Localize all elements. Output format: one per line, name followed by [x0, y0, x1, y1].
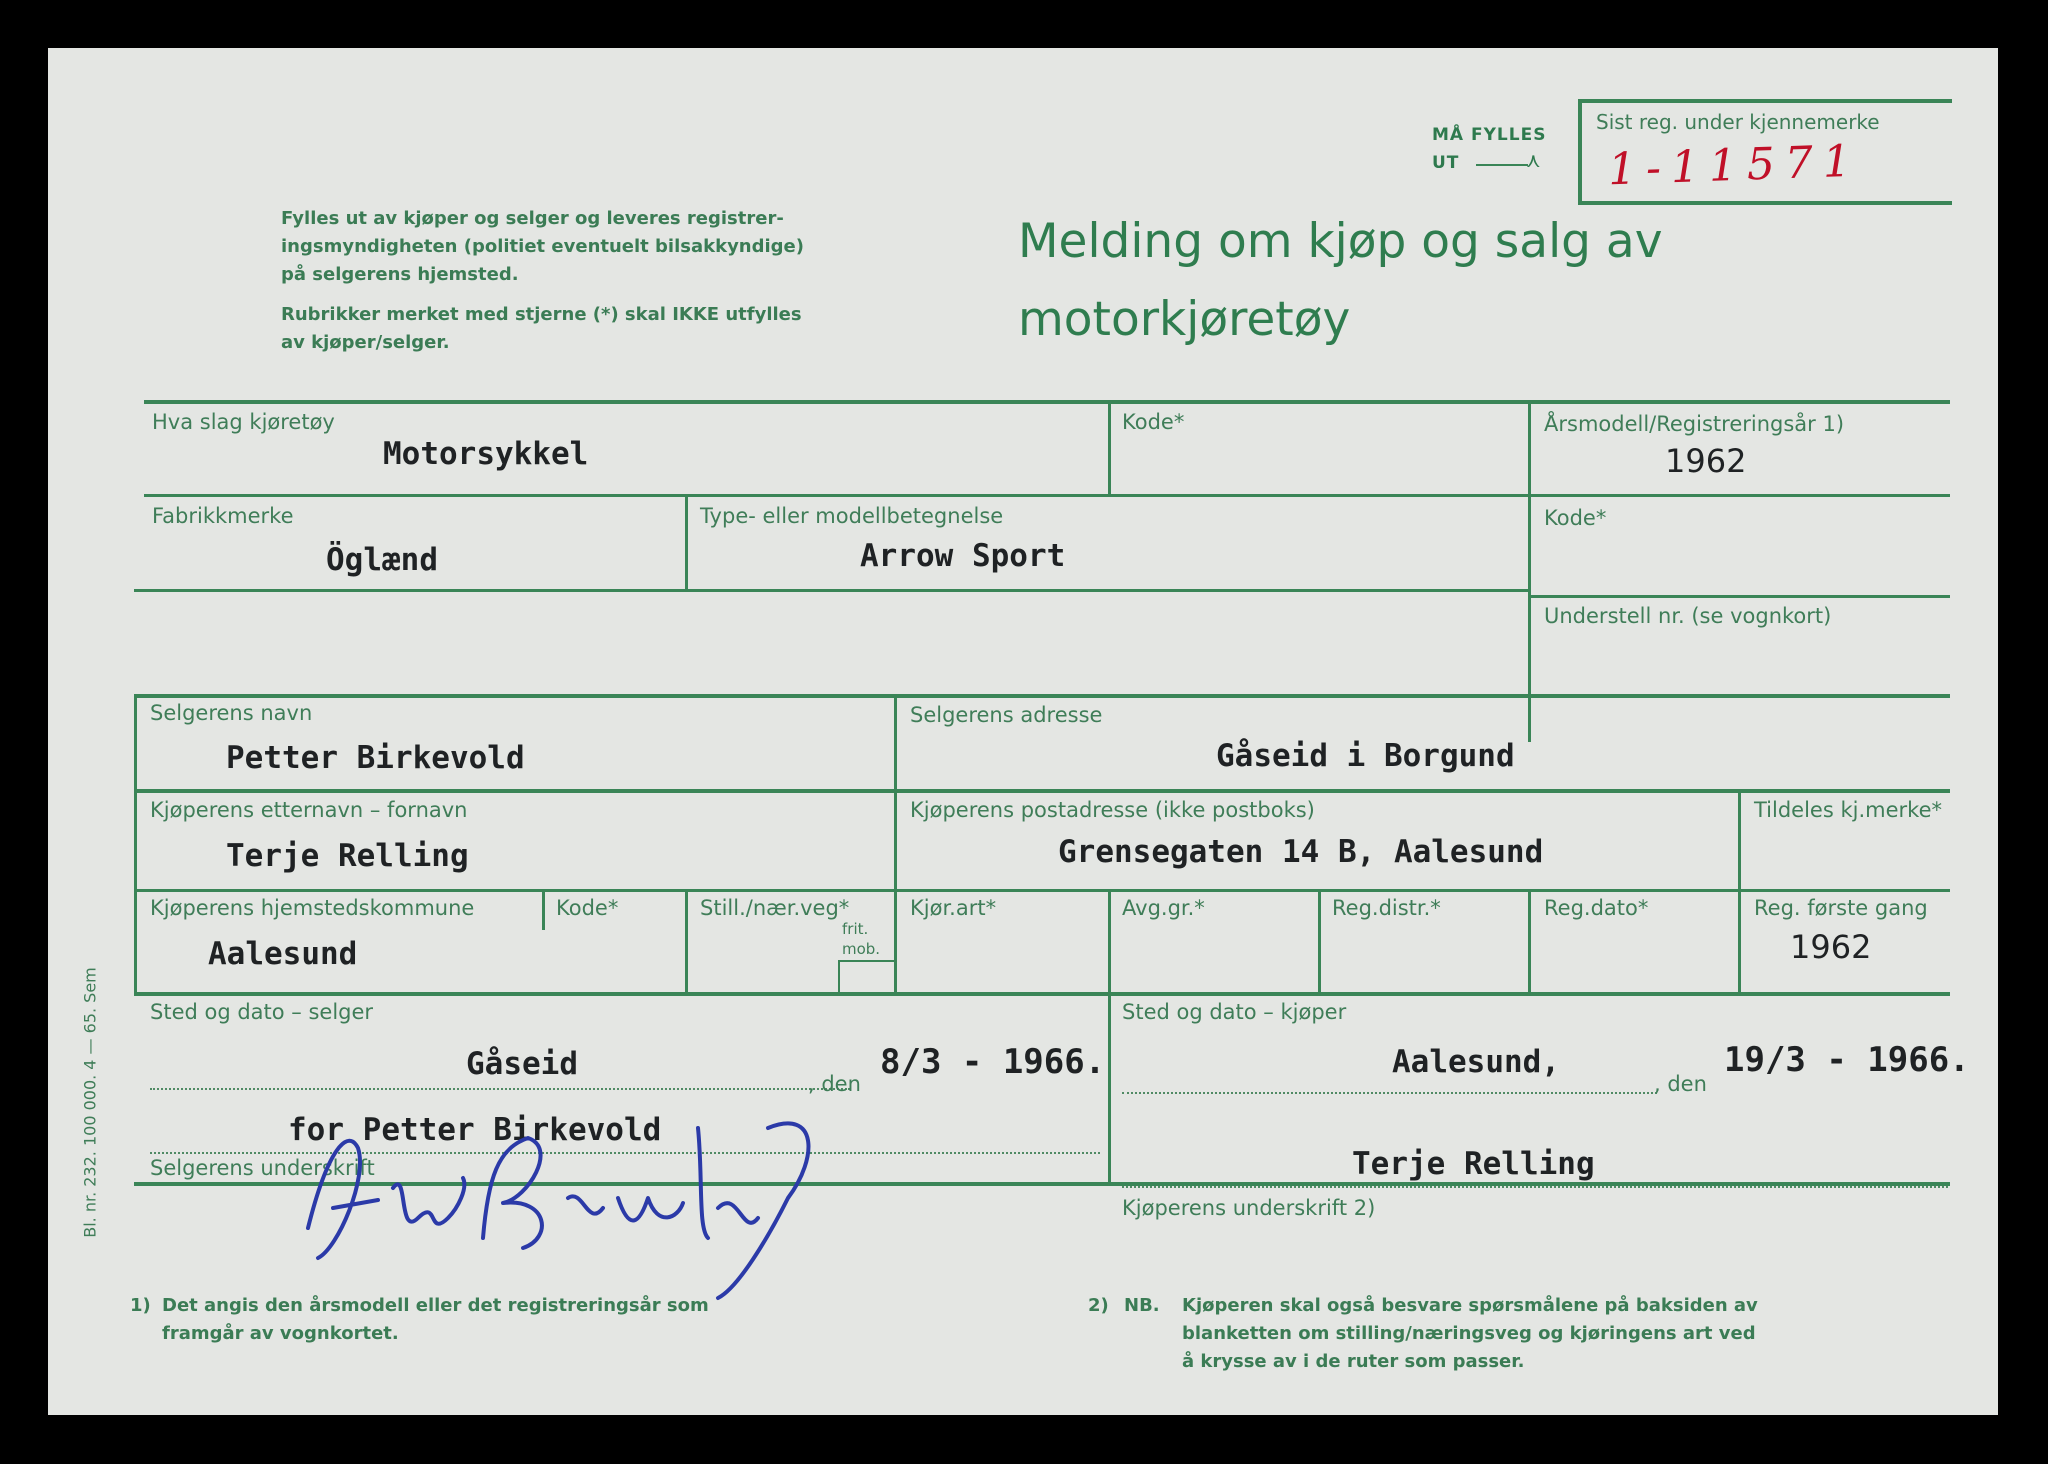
footnote-line: framgår av vognkortet.	[162, 1323, 399, 1344]
buyer-place-label: Sted og dato – kjøper	[1122, 1000, 1347, 1024]
form-number-side: Bl. nr. 232. 100 000. 4 — 65. Sem	[80, 967, 100, 1238]
footnote-line: blanketten om stilling/næringsveg og kjøringens art ved	[1182, 1323, 1756, 1344]
buyer-sig-dots	[1122, 1186, 1948, 1188]
footnote-1	[162, 1292, 709, 1348]
footnote-1-number: 1)	[130, 1295, 151, 1316]
mob-label: mob.	[842, 940, 881, 958]
regdato-label: Reg.dato*	[1544, 896, 1649, 920]
seller-place-label: Sted og dato – selger	[150, 1000, 374, 1024]
divider	[685, 892, 688, 994]
seller-signature	[298, 1088, 858, 1308]
ut-arrow-icon: ⋏	[1526, 148, 1541, 172]
rule	[134, 889, 1950, 892]
instructions-line: ingsmyndigheten (politiet eventuelt bilsakkyndige)	[281, 236, 804, 257]
seller-sig-label: Selgerens underskrift	[150, 1156, 375, 1180]
seller-address-value: Gåseid i Borgund	[1216, 738, 1515, 774]
chassis-label: Understell nr. (se vognkort)	[1544, 604, 1832, 628]
regdistr-label: Reg.distr.*	[1332, 896, 1441, 920]
instructions-line: Fylles ut av kjøper og selger og leveres registrer-	[281, 208, 784, 229]
vehicle-kode-label: Kode*	[1122, 410, 1185, 434]
form-sheet	[48, 48, 1998, 1415]
buyer-place-value: Aalesund,	[1392, 1044, 1560, 1080]
footnote-2-nb: NB.	[1124, 1295, 1160, 1316]
rule	[134, 789, 1950, 793]
frit-mob-box	[838, 960, 896, 994]
model-year-value: 1962	[1665, 442, 1747, 480]
rule	[144, 400, 1950, 404]
buyer-name-label: Kjøperens etternavn – fornavn	[150, 798, 468, 822]
registration-number: 1-11571	[1607, 135, 1862, 196]
footnote-2-number: 2)	[1088, 1295, 1109, 1316]
municipality-kode-label: Kode*	[556, 896, 619, 920]
avggr-label: Avg.gr.*	[1122, 896, 1205, 920]
den-label-seller: , den	[808, 1072, 861, 1096]
first-reg-label: Reg. første gang	[1754, 896, 1928, 920]
divider	[542, 892, 545, 930]
ma-fylles-label: MÅ FYLLES	[1432, 125, 1547, 145]
den-label-buyer: , den	[1654, 1072, 1707, 1096]
make-value: Öglænd	[326, 542, 438, 578]
kjorart-label: Kjør.art*	[910, 896, 997, 920]
first-reg-value: 1962	[1790, 928, 1872, 966]
still-label: Still./nær.veg*	[700, 896, 850, 920]
divider	[1528, 892, 1531, 994]
instructions-line: Rubrikker merket med stjerne (*) skal IKKE utfylles	[281, 304, 802, 325]
seller-name-label: Selgerens navn	[150, 701, 313, 725]
seller-place-value: Gåseid	[466, 1046, 578, 1082]
municipality-label: Kjøperens hjemstedskommune	[150, 896, 475, 920]
seller-name-value: Petter Birkevold	[226, 740, 525, 776]
model-value: Arrow Sport	[860, 538, 1066, 574]
divider	[1528, 403, 1531, 742]
ut-label: UT	[1432, 153, 1460, 173]
model-label: Type- eller modellbetegnelse	[700, 504, 1004, 528]
buyer-name-value: Terje Relling	[226, 838, 469, 874]
instructions-line: på selgerens hjemsted.	[281, 264, 519, 285]
instructions-line: av kjøper/selger.	[281, 332, 450, 353]
divider	[894, 696, 897, 994]
buyer-address-value: Grensegaten 14 B, Aalesund	[1058, 834, 1544, 870]
rule	[134, 589, 1530, 592]
buyer-sig-label: Kjøperens underskrift 2)	[1122, 1196, 1376, 1220]
seller-date-value: 8/3 - 1966.	[880, 1042, 1106, 1082]
municipality-value: Aalesund	[208, 936, 358, 972]
ut-arrow-line	[1476, 164, 1528, 166]
form-title-line1: Melding om kjøp og salg av	[1018, 214, 1663, 269]
make-label: Fabrikkmerke	[152, 504, 294, 528]
seller-for-text: for Petter Birkevold	[288, 1112, 662, 1148]
rule	[134, 992, 1950, 996]
footnote-line: å krysse av i de ruter som passer.	[1182, 1351, 1525, 1372]
divider	[1108, 995, 1111, 1185]
divider	[1108, 892, 1111, 994]
buyer-place-dots	[1122, 1092, 1657, 1094]
form-title-line2: motorkjøretøy	[1018, 292, 1351, 347]
rule	[134, 694, 1950, 698]
tildeles-label: Tildeles kj.merke*	[1754, 798, 1942, 822]
rule	[144, 494, 1950, 497]
footnote-line: Kjøperen skal også besvare spørsmålene på baksiden av	[1182, 1295, 1758, 1316]
divider	[134, 696, 137, 996]
model-year-label: Årsmodell/Registreringsår 1)	[1544, 412, 1845, 436]
rule	[1531, 595, 1950, 598]
divider	[1318, 892, 1321, 994]
footnote-line: Det angis den årsmodell eller det registreringsår som	[162, 1295, 709, 1316]
divider	[685, 497, 688, 589]
instructions	[281, 205, 804, 357]
buyer-name-typed: Terje Relling	[1352, 1146, 1595, 1182]
divider	[1738, 792, 1741, 994]
frit-label: frit.	[842, 920, 869, 938]
vehicle-kind-value: Motorsykkel	[383, 436, 589, 472]
vehicle-kind-label: Hva slag kjøretøy	[152, 410, 335, 434]
registration-box-label: Sist reg. under kjennemerke	[1596, 110, 1880, 134]
divider	[1108, 403, 1111, 495]
footnote-2	[1182, 1292, 1758, 1376]
buyer-date-value: 19/3 - 1966.	[1724, 1040, 1970, 1080]
buyer-address-label: Kjøperens postadresse (ikke postboks)	[910, 798, 1315, 822]
vehicle-kode2-label: Kode*	[1544, 506, 1607, 530]
seller-address-label: Selgerens adresse	[910, 703, 1103, 727]
